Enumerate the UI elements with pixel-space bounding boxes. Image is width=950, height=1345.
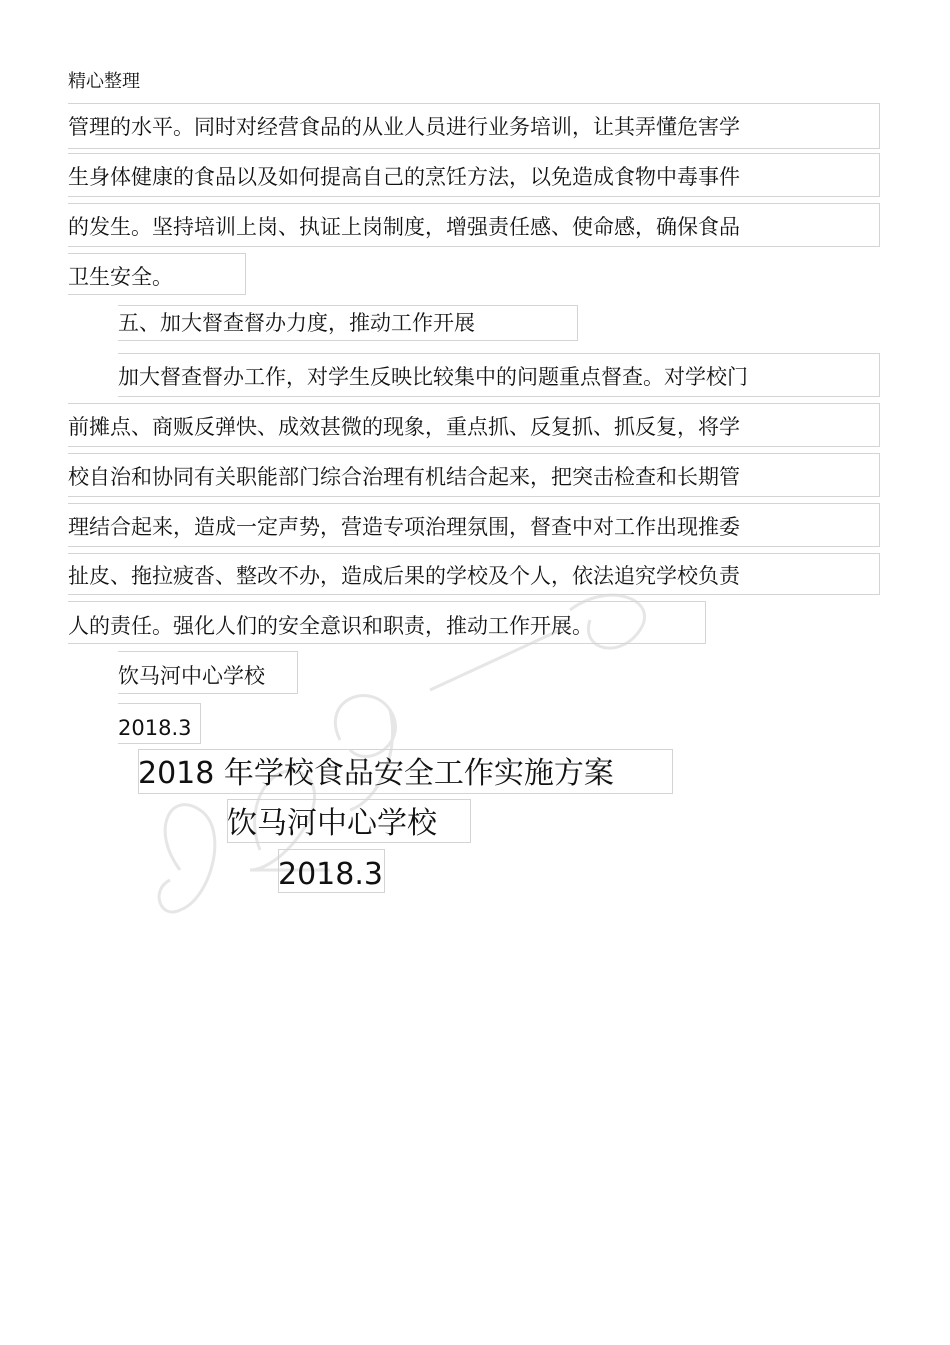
signature-date: 2018.3 — [118, 716, 192, 740]
body-line-8: 校自治和协同有关职能部门综合治理有机结合起来，把突击检查和长期管 — [68, 465, 740, 489]
body-line-3: 的发生。坚持培训上岗、执证上岗制度，增强责任感、使命感，确保食品 — [68, 215, 740, 239]
body-line-6: 加大督查督办工作，对学生反映比较集中的问题重点督查。对学校门 — [118, 365, 748, 389]
title-school: 饮马河中心学校 — [227, 806, 437, 841]
document-title: 2018 年学校食品安全工作实施方案 — [138, 756, 614, 791]
title-date: 2018.3 — [278, 857, 383, 892]
body-line-7: 前摊点、商贩反弹快、成效甚微的现象，重点抓、反复抓、抓反复，将学 — [68, 415, 740, 439]
body-line-2: 生身体健康的食品以及如何提高自己的烹饪方法，以免造成食物中毒事件 — [68, 165, 740, 189]
body-line-10: 扯皮、拖拉疲沓、整改不办，造成后果的学校及个人，依法追究学校负责 — [68, 564, 740, 588]
page-header: 精心整理 — [68, 71, 140, 92]
body-line-11: 人的责任。强化人们的安全意识和职责，推动工作开展。 — [68, 614, 593, 638]
body-line-1: 管理的水平。同时对经营食品的从业人员进行业务培训，让其弄懂危害学 — [68, 115, 740, 139]
signature-school: 饮马河中心学校 — [118, 664, 265, 688]
section-heading: 五、加大督查督办力度，推动工作开展 — [118, 311, 475, 335]
body-line-9: 理结合起来，造成一定声势，营造专项治理氛围，督查中对工作出现推委 — [68, 515, 740, 539]
body-line-4: 卫生安全。 — [68, 265, 173, 289]
